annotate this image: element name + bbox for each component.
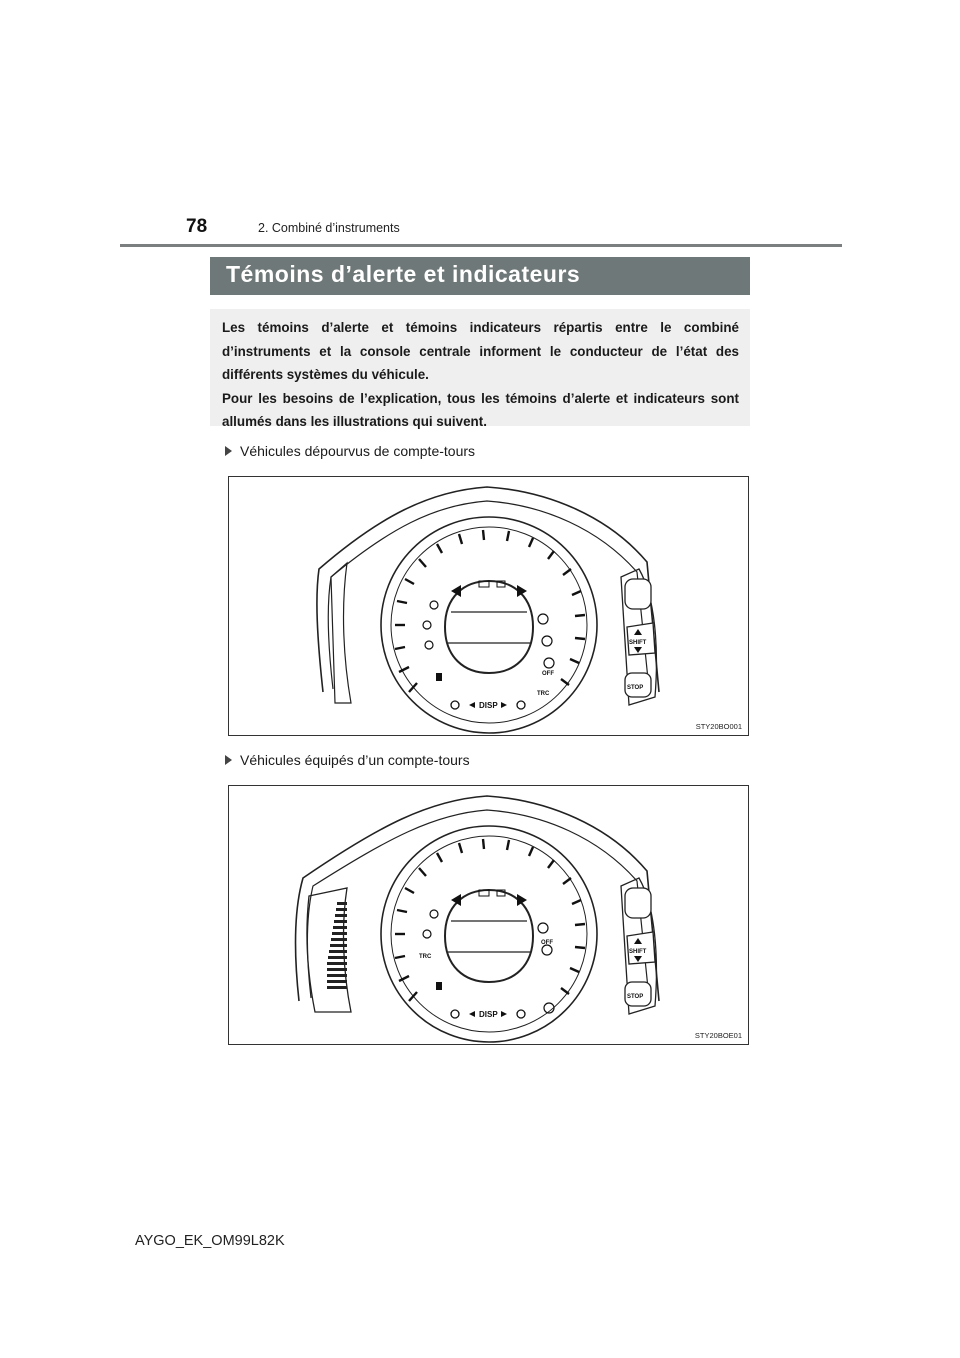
pod-button-shift: [627, 623, 655, 655]
stop-label: STOP: [627, 994, 644, 1000]
bullet-arrow-icon: [225, 446, 232, 456]
pod-button-top: [625, 579, 651, 609]
fuel-icon: [436, 673, 442, 681]
footer-code: AYGO_EK_OM99L82K: [135, 1233, 285, 1249]
title-banner: [210, 257, 750, 295]
figure-2-heading-text: Véhicules équipés d’un compte-tours: [240, 752, 470, 768]
banner-title: Témoins d’alerte et indicateurs: [226, 261, 581, 287]
disp-label: DISP: [479, 701, 498, 710]
figure-2: [228, 785, 749, 1045]
section-title: 2. Combiné d’instruments: [258, 221, 400, 235]
disp-label: DISP: [479, 1010, 498, 1019]
figure-1-heading-text: Véhicules dépourvus de compte-tours: [240, 443, 476, 459]
intro-paragraph-1: Les témoins d’alerte et témoins indicateurs répartis entre le combiné d’instruments et la console centrale informent le conducteur de l’état des différents systèmes du véhicule.: [222, 320, 739, 383]
bullet-arrow-icon: [225, 755, 232, 765]
figure-1: [228, 476, 749, 736]
shift-label: SHIFT: [629, 949, 647, 955]
pod-button-shift: [627, 932, 655, 964]
figure-2-heading: [225, 752, 470, 768]
intro-paragraph-2: Pour les besoins de l’explication, tous les témoins d’alerte et indicateurs sont allumés dans les illustrations qui suivent.: [222, 390, 739, 430]
header-rule: [120, 244, 842, 247]
figure-2-code: STY20BOE01: [694, 1031, 742, 1040]
stop-label: STOP: [627, 685, 644, 691]
instrument-cluster-illustration-2: [229, 786, 748, 1044]
trc-indicator-label-left: TRC: [419, 954, 432, 960]
trc-indicator-label: TRC: [537, 691, 550, 697]
tachometer-bar-segments: [327, 902, 347, 989]
pod-button-top: [625, 888, 651, 918]
page-number: 78: [186, 216, 208, 237]
off-indicator-label: OFF: [541, 940, 553, 946]
intro-box: [210, 309, 750, 430]
instrument-cluster-illustration-1: [229, 477, 748, 735]
fuel-icon: [436, 982, 442, 990]
figure-1-code: STY20BO001: [695, 722, 742, 731]
left-side-panel: [331, 563, 351, 703]
off-indicator-label: OFF: [542, 671, 554, 677]
figure-1-heading: [225, 443, 475, 459]
shift-label: SHIFT: [629, 640, 647, 646]
